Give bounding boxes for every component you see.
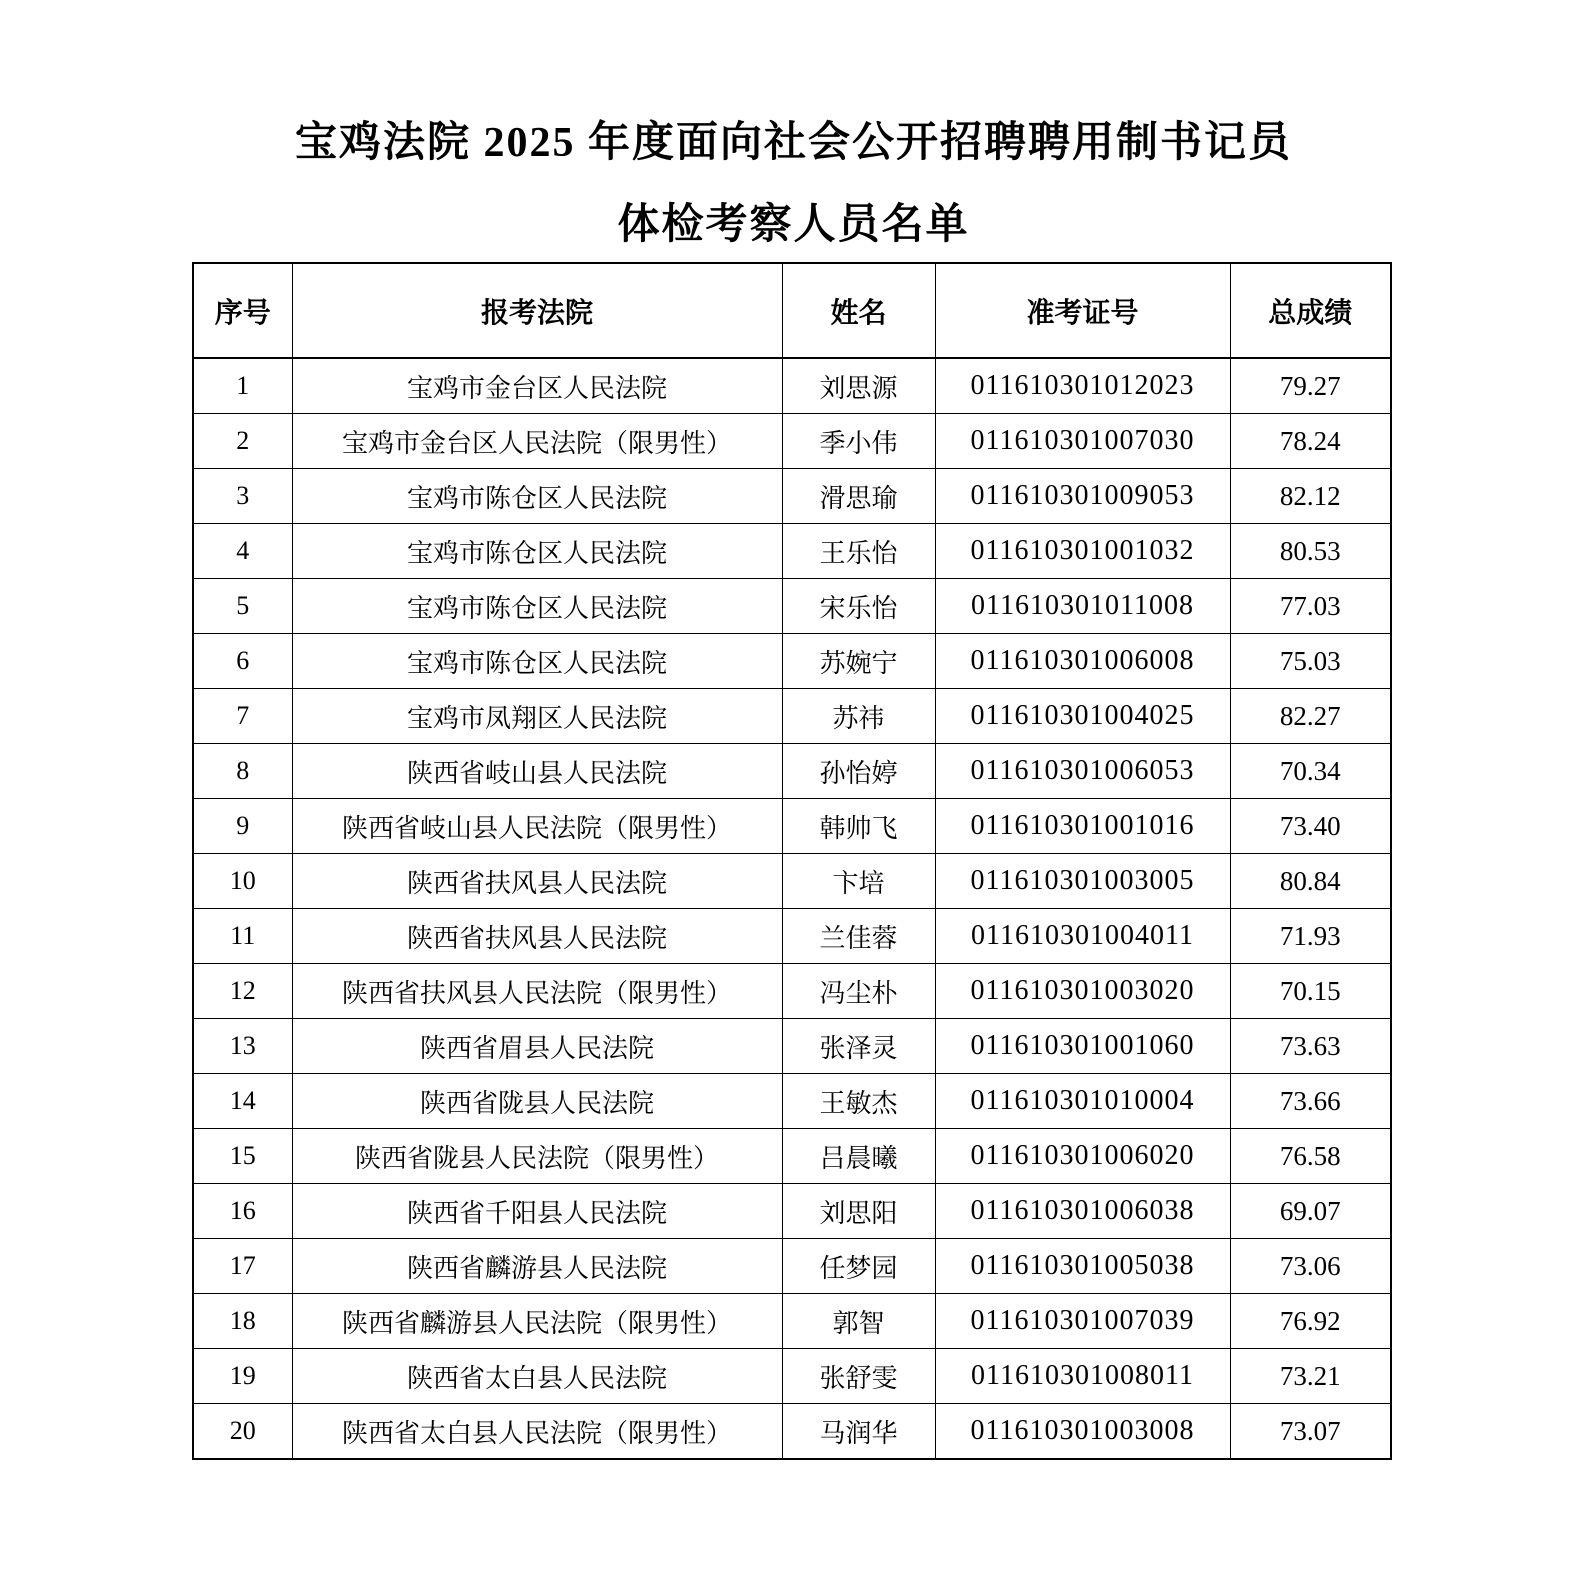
cell-name: 马润华 <box>782 1404 935 1460</box>
cell-seq-number: 3 <box>193 469 292 524</box>
cell-ticket-number: 011610301001016 <box>935 799 1230 854</box>
cell-total-score: 73.21 <box>1230 1349 1391 1404</box>
cell-total-score: 82.27 <box>1230 689 1391 744</box>
cell-court: 陕西省麟游县人民法院（限男性） <box>292 1294 782 1349</box>
cell-total-score: 80.53 <box>1230 524 1391 579</box>
cell-seq-number: 19 <box>193 1349 292 1404</box>
cell-court: 宝鸡市陈仓区人民法院 <box>292 579 782 634</box>
table-row <box>193 469 1391 524</box>
cell-name: 张泽灵 <box>782 1019 935 1074</box>
cell-seq-number: 7 <box>193 689 292 744</box>
cell-name: 孙怡婷 <box>782 744 935 799</box>
roster-table-body <box>193 358 1391 1459</box>
cell-ticket-number: 011610301003008 <box>935 1404 1230 1460</box>
cell-ticket-number: 011610301011008 <box>935 579 1230 634</box>
cell-total-score: 77.03 <box>1230 579 1391 634</box>
cell-court: 陕西省陇县人民法院 <box>292 1074 782 1129</box>
table-row <box>193 1349 1391 1404</box>
cell-ticket-number: 011610301003005 <box>935 854 1230 909</box>
cell-name: 韩帅飞 <box>782 799 935 854</box>
cell-court: 宝鸡市陈仓区人民法院 <box>292 634 782 689</box>
cell-total-score: 82.12 <box>1230 469 1391 524</box>
table-row <box>193 1294 1391 1349</box>
cell-total-score: 70.34 <box>1230 744 1391 799</box>
cell-total-score: 73.06 <box>1230 1239 1391 1294</box>
header-cell-score: 总成绩 <box>1230 263 1391 358</box>
cell-name: 滑思瑜 <box>782 469 935 524</box>
cell-seq-number: 2 <box>193 414 292 469</box>
cell-total-score: 76.58 <box>1230 1129 1391 1184</box>
document-title-line1: 宝鸡法院 2025 年度面向社会公开招聘聘用制书记员 <box>294 120 1292 166</box>
cell-ticket-number: 011610301009053 <box>935 469 1230 524</box>
cell-name: 王乐怡 <box>782 524 935 579</box>
cell-court: 宝鸡市金台区人民法院（限男性） <box>292 414 782 469</box>
cell-name: 任梦园 <box>782 1239 935 1294</box>
cell-ticket-number: 011610301007030 <box>935 414 1230 469</box>
cell-total-score: 73.07 <box>1230 1404 1391 1460</box>
cell-court: 宝鸡市金台区人民法院 <box>292 358 782 414</box>
cell-seq-number: 11 <box>193 909 292 964</box>
table-row <box>193 689 1391 744</box>
cell-seq-number: 15 <box>193 1129 292 1184</box>
table-row <box>193 579 1391 634</box>
cell-total-score: 79.27 <box>1230 358 1391 414</box>
header-cell-ticket: 准考证号 <box>935 263 1230 358</box>
table-row <box>193 1074 1391 1129</box>
cell-court: 宝鸡市凤翔区人民法院 <box>292 689 782 744</box>
cell-ticket-number: 011610301005038 <box>935 1239 1230 1294</box>
cell-court: 陕西省眉县人民法院 <box>292 1019 782 1074</box>
cell-seq-number: 16 <box>193 1184 292 1239</box>
cell-court: 陕西省岐山县人民法院（限男性） <box>292 799 782 854</box>
cell-seq-number: 6 <box>193 634 292 689</box>
cell-ticket-number: 011610301003020 <box>935 964 1230 1019</box>
cell-total-score: 75.03 <box>1230 634 1391 689</box>
table-row <box>193 1019 1391 1074</box>
cell-seq-number: 17 <box>193 1239 292 1294</box>
cell-ticket-number: 011610301006053 <box>935 744 1230 799</box>
cell-name: 兰佳蓉 <box>782 909 935 964</box>
header-row <box>193 263 1391 358</box>
cell-name: 苏祎 <box>782 689 935 744</box>
cell-total-score: 73.66 <box>1230 1074 1391 1129</box>
cell-total-score: 71.93 <box>1230 909 1391 964</box>
cell-seq-number: 14 <box>193 1074 292 1129</box>
cell-name: 吕晨曦 <box>782 1129 935 1184</box>
table-row <box>193 1129 1391 1184</box>
cell-name: 冯尘朴 <box>782 964 935 1019</box>
roster-table <box>192 262 1392 1460</box>
cell-total-score: 73.63 <box>1230 1019 1391 1074</box>
cell-court: 陕西省千阳县人民法院 <box>292 1184 782 1239</box>
cell-ticket-number: 011610301008011 <box>935 1349 1230 1404</box>
cell-seq-number: 5 <box>193 579 292 634</box>
header-cell-court: 报考法院 <box>292 263 782 358</box>
cell-court: 陕西省岐山县人民法院 <box>292 744 782 799</box>
table-row <box>193 1404 1391 1460</box>
header-cell-name: 姓名 <box>782 263 935 358</box>
cell-name: 王敏杰 <box>782 1074 935 1129</box>
cell-ticket-number: 011610301001032 <box>935 524 1230 579</box>
table-row <box>193 799 1391 854</box>
cell-seq-number: 4 <box>193 524 292 579</box>
cell-total-score: 70.15 <box>1230 964 1391 1019</box>
cell-court: 陕西省太白县人民法院 <box>292 1349 782 1404</box>
table-row <box>193 1239 1391 1294</box>
cell-ticket-number: 011610301012023 <box>935 358 1230 414</box>
cell-total-score: 76.92 <box>1230 1294 1391 1349</box>
cell-name: 卞培 <box>782 854 935 909</box>
cell-total-score: 78.24 <box>1230 414 1391 469</box>
cell-ticket-number: 011610301007039 <box>935 1294 1230 1349</box>
cell-seq-number: 12 <box>193 964 292 1019</box>
cell-ticket-number: 011610301001060 <box>935 1019 1230 1074</box>
cell-court: 陕西省麟游县人民法院 <box>292 1239 782 1294</box>
table-row <box>193 414 1391 469</box>
cell-name: 刘思源 <box>782 358 935 414</box>
cell-name: 宋乐怡 <box>782 579 935 634</box>
cell-seq-number: 8 <box>193 744 292 799</box>
table-row <box>193 909 1391 964</box>
table-row <box>193 964 1391 1019</box>
cell-court: 陕西省扶风县人民法院 <box>292 854 782 909</box>
cell-seq-number: 13 <box>193 1019 292 1074</box>
cell-court: 陕西省扶风县人民法院 <box>292 909 782 964</box>
roster-table-header <box>193 263 1391 358</box>
document-title-line2: 体检考察人员名单 <box>617 202 970 248</box>
table-row <box>193 634 1391 689</box>
cell-name: 张舒雯 <box>782 1349 935 1404</box>
cell-ticket-number: 011610301006020 <box>935 1129 1230 1184</box>
cell-ticket-number: 011610301004011 <box>935 909 1230 964</box>
cell-ticket-number: 011610301006038 <box>935 1184 1230 1239</box>
cell-total-score: 80.84 <box>1230 854 1391 909</box>
cell-seq-number: 20 <box>193 1404 292 1460</box>
cell-ticket-number: 011610301010004 <box>935 1074 1230 1129</box>
cell-court: 陕西省太白县人民法院（限男性） <box>292 1404 782 1460</box>
cell-name: 刘思阳 <box>782 1184 935 1239</box>
cell-seq-number: 9 <box>193 799 292 854</box>
cell-seq-number: 18 <box>193 1294 292 1349</box>
cell-name: 郭智 <box>782 1294 935 1349</box>
cell-court: 陕西省扶风县人民法院（限男性） <box>292 964 782 1019</box>
header-cell-no: 序号 <box>193 263 292 358</box>
table-row <box>193 1184 1391 1239</box>
cell-total-score: 69.07 <box>1230 1184 1391 1239</box>
cell-total-score: 73.40 <box>1230 799 1391 854</box>
cell-seq-number: 1 <box>193 358 292 414</box>
cell-court: 陕西省陇县人民法院（限男性） <box>292 1129 782 1184</box>
table-row <box>193 524 1391 579</box>
cell-court: 宝鸡市陈仓区人民法院 <box>292 469 782 524</box>
cell-name: 苏婉宁 <box>782 634 935 689</box>
cell-seq-number: 10 <box>193 854 292 909</box>
cell-name: 季小伟 <box>782 414 935 469</box>
cell-ticket-number: 011610301004025 <box>935 689 1230 744</box>
cell-court: 宝鸡市陈仓区人民法院 <box>292 524 782 579</box>
table-row <box>193 744 1391 799</box>
table-row <box>193 854 1391 909</box>
table-row <box>193 358 1391 414</box>
cell-ticket-number: 011610301006008 <box>935 634 1230 689</box>
